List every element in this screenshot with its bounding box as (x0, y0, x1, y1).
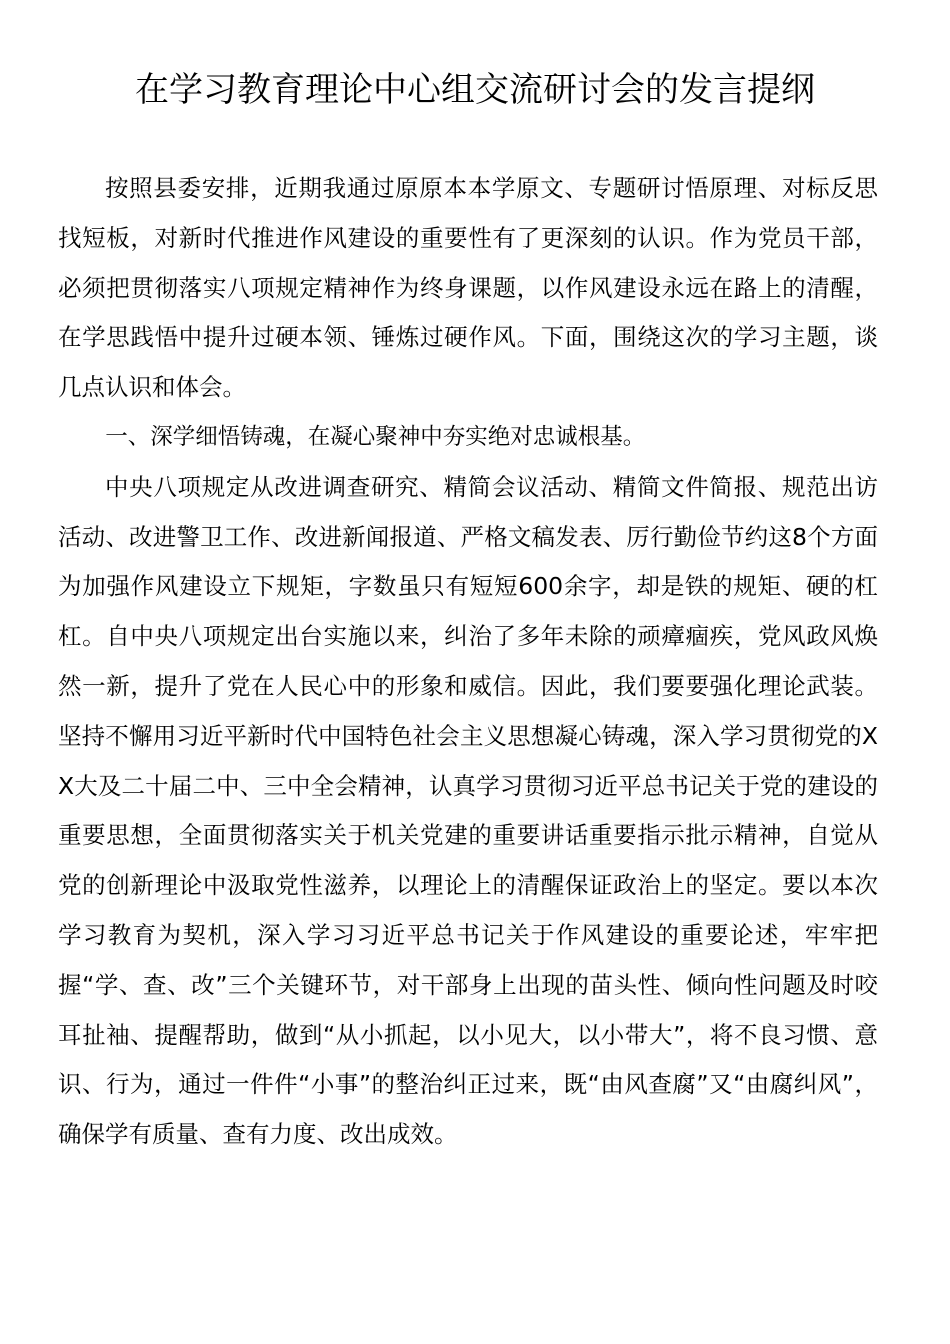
intro-paragraph: 按照县委安排，近期我通过原原本本学原文、专题研讨悟原理、对标反思找短板，对新时代推进作风建设的重要性有了更深刻的认识。作为党员干部，必须把贯彻落实八项规定精神作为终身课题，以作风建设永远在路上的清醒，在学思践悟中提升过硬本领、锤炼过硬作风。下面，围绕这次的学习主题，谈几点认识和体会。 (58, 174, 878, 402)
section-paragraph: 中央八项规定从改进调查研究、精简会议活动、精简文件简报、规范出访活动、改进警卫工作、改进新闻报道、严格文稿发表、厉行勤俭节约这8个方面为加强作风建设立下规矩，字数虽只有短短600余字，却是铁的规矩、硬的杠杠。自中央八项规定出台实施以来，纠治了多年未除的顽瘴痼疾，党风政风焕然一新，提升了党在人民心中的形象和威信。因此，我们要要强化理论武装。坚持不懈用习近平新时代中国特色社会主义思想凝心铸魂，深入学习贯彻党的XX大及二十届二中、三中全会精神，认真学习贯彻习近平总书记关于党的建设的重要思想，全面贯彻落实关于机关党建的重要讲话重要指示批示精神，自觉从党的创新理论中汲取党性滋养，以理论上的清醒保证政治上的坚定。要以本次学习教育为契机，深入学习习近平总书记关于作风建设的重要论述，牢牢把握“学、查、改”三个关键环节，对干部身上出现的苗头性、倾向性问题及时咬耳扯袖、提醒帮助，做到“从小抓起，以小见大，以小带大”，将不良习惯、意识、行为，通过一件件“小事”的整治纠正过来，既“由风查腐”又“由腐纠风”，确保学有质量、查有力度、改出成效。 (58, 472, 878, 1149)
document-title: 在学习教育理论中心组交流研讨会的发言提纲 (135, 70, 815, 110)
section-heading: 一、深学细悟铸魂，在凝心聚神中夯实绝对忠诚根基。 (105, 423, 646, 450)
document-body (58, 164, 878, 1160)
